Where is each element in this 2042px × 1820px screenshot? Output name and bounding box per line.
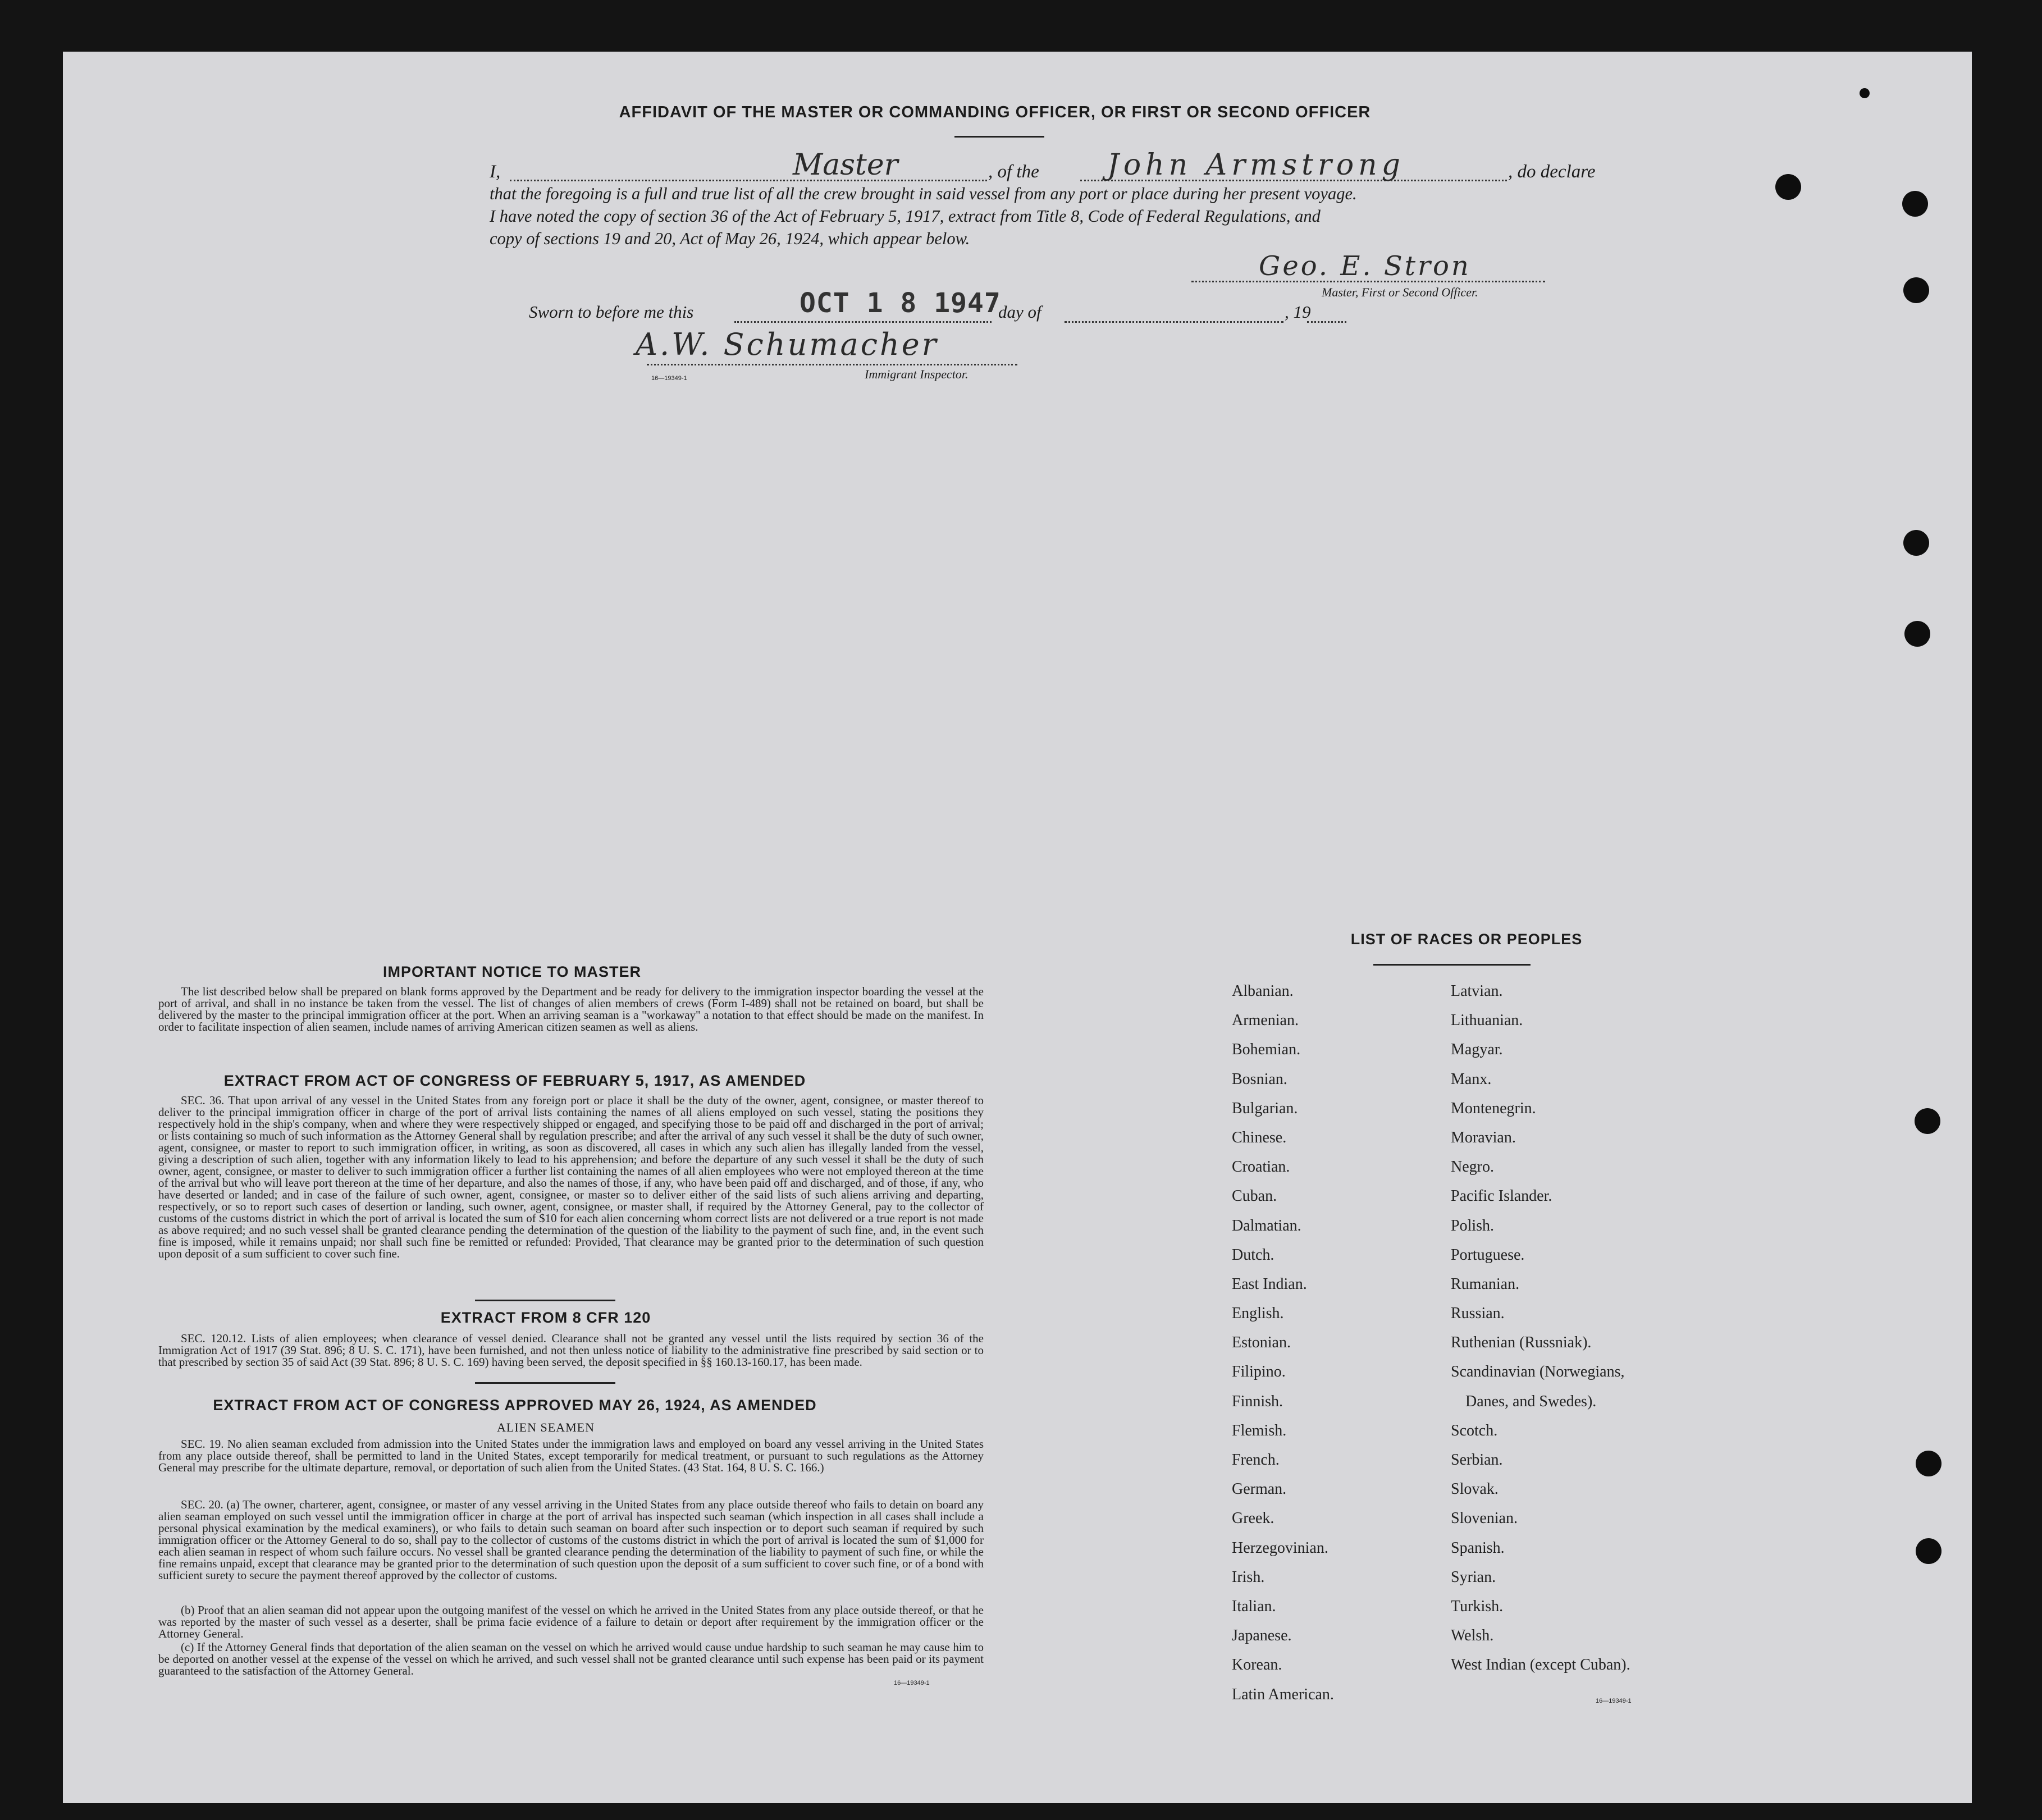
race-item: Spanish. <box>1451 1539 1505 1557</box>
race-item: Latin American. <box>1232 1685 1334 1703</box>
race-item: Scandinavian (Norwegians, <box>1451 1363 1625 1381</box>
handwritten-vessel-name: John Armstrong <box>1107 148 1405 182</box>
extract-1924-sec20a: SEC. 20. (a) The owner, charterer, agent, consignee, or master of any vessel arriving in the United States from any place outside thereof who fails to detain on board any alien seaman employed on such vessel until the immigration officer in charge at the port of arrival has inspected such seaman (which inspection in all cases shall include a personal physical examination by the medical examiners), or who fails to detain such seaman on board after such inspection or to deport such seaman if required by such immigration officer or the Attorney General to do so, shall pay to the collector of customs of the customs district in which the port of arrival is located the sum of $1,000 for each alien seaman in respect of whom such failure occurs. No vessel shall be granted clearance pending the determination of the liability to payment of such fine, or while the fine remains unpaid, except that clearance may be granted prior to the determination of such question upon the deposit of a sum sufficient to cover such fine, or of a bond with sufficient surety to secure the payment thereof approved by the collector of customs. <box>158 1498 984 1582</box>
inspector-signature-line <box>647 364 1017 365</box>
day-of-label: day of <box>998 302 1041 322</box>
race-item: Dutch. <box>1232 1246 1274 1264</box>
race-item: East Indian. <box>1232 1275 1307 1293</box>
race-item: French. <box>1232 1451 1280 1469</box>
inspector-signature: A.W. Schumacher <box>636 327 939 362</box>
title-divider <box>954 136 1044 138</box>
race-item: Flemish. <box>1232 1421 1287 1439</box>
extract-8cfr-title: EXTRACT FROM 8 CFR 120 <box>440 1309 651 1326</box>
extract-1924-sec20c: (c) If the Attorney General finds that deportation of the alien seaman on the vessel on which he arrived would cause undue hardship to such seaman he may cause him to be deported on another vessel at the expense of the vessel on which he arrived, and such vessel shall not be granted clearance until such expense has been paid or its payment guaranteed to the satisfaction of the Attorney General. <box>158 1640 984 1677</box>
race-item: Cuban. <box>1232 1187 1277 1205</box>
handwritten-rank: Master <box>793 148 898 182</box>
race-item: Albanian. <box>1232 982 1294 1000</box>
race-item: Portuguese. <box>1451 1246 1525 1264</box>
binder-hole <box>1775 174 1801 200</box>
binder-hole <box>1860 88 1870 98</box>
document-page <box>63 52 1972 1803</box>
race-item: Bohemian. <box>1232 1041 1301 1059</box>
race-item: Negro. <box>1451 1158 1494 1176</box>
month-line <box>1065 321 1283 323</box>
affidavit-line-4: copy of sections 19 and 20, Act of May 26, 1924, which appear below. <box>490 229 970 248</box>
races-divider <box>1373 964 1531 966</box>
race-item: Danes, and Swedes). <box>1465 1392 1597 1410</box>
race-item: Welsh. <box>1451 1627 1494 1645</box>
race-item: Chinese. <box>1232 1128 1287 1146</box>
alien-seamen-subtitle: ALIEN SEAMEN <box>497 1420 595 1434</box>
affidavit-form-number: 16—19349-1 <box>651 375 687 382</box>
binder-hole <box>1903 530 1929 556</box>
race-item: Estonian. <box>1232 1334 1291 1352</box>
race-item: Korean. <box>1232 1656 1282 1674</box>
binder-hole <box>1915 1108 1940 1134</box>
affidavit-i-label: I, <box>490 162 501 182</box>
race-item: Armenian. <box>1232 1012 1299 1030</box>
year-line <box>1307 321 1346 323</box>
notice-text: The list described below shall be prepared on blank forms approved by the Department and be ready for delivery to the immigration inspector boarding the vessel at the port of arrival, and shall in no instance be taken from the vessel. The list of changes of alien members of crews (Form I-489) shall not be retained on board, but shall be delivered by the master to the principal immigration officer at the port. When an arriving seaman is a "workaway" a notation to that effect should be made on the manifest. In order to facilitate inspection of alien seamen, include names of arriving American citizen seamen as well as aliens. <box>158 985 984 1034</box>
affidavit-line-3: I have noted the copy of section 36 of the Act of February 5, 1917, extract from Title 8, Code of Federal Regulations, and <box>490 207 1321 226</box>
race-item: Slovenian. <box>1451 1510 1518 1528</box>
of-the-label: , of the <box>988 162 1039 182</box>
race-item: Herzegovinian. <box>1232 1539 1328 1557</box>
race-item: Syrian. <box>1451 1568 1496 1586</box>
sworn-label: Sworn to before me this <box>529 302 694 322</box>
race-item: Dalmatian. <box>1232 1217 1301 1234</box>
divider-1917 <box>475 1300 615 1301</box>
race-item: Italian. <box>1232 1597 1276 1615</box>
race-item: Rumanian. <box>1451 1275 1520 1293</box>
extract-1924-title: EXTRACT FROM ACT OF CONGRESS APPROVED MAY 26, 1924, AS AMENDED <box>213 1397 817 1414</box>
master-signature: Geo. E. Stron <box>1259 250 1471 282</box>
binder-hole <box>1916 1538 1942 1564</box>
binder-hole <box>1916 1451 1942 1476</box>
race-item: Slovak. <box>1451 1480 1499 1498</box>
binder-hole <box>1902 191 1928 217</box>
extract-8cfr-text: SEC. 120.12. Lists of alien employees; when clearance of vessel denied. Clearance shall not be granted any vessel until the lists required by section 36 of the Immigration Act of 1917 (39 Stat. 896; 8 U. S. C. 171), have been furnished, and not then unless notice of liability to the administrative fine prescribed by said section or to that prescribed by section 35 of said Act (39 Stat. 896; 8 U. S. C. 169) having been served, the deposit specified in §§ 160.13-160.17, has been made. <box>158 1332 984 1369</box>
race-item: Greek. <box>1232 1510 1274 1528</box>
race-item: Ruthenian (Russniak). <box>1451 1334 1592 1352</box>
year-label: , 19 <box>1285 302 1311 322</box>
sworn-date-line <box>734 321 992 323</box>
race-item: Serbian. <box>1451 1451 1503 1469</box>
race-item: Russian. <box>1451 1305 1505 1323</box>
date-stamp: OCT 1 8 1947 <box>800 287 1001 319</box>
race-item: English. <box>1232 1305 1284 1323</box>
extract-1917-title: EXTRACT FROM ACT OF CONGRESS OF FEBRUARY 5, 1917, AS AMENDED <box>223 1072 806 1089</box>
rank-line <box>510 180 987 181</box>
extract-form-number: 16—19349-1 <box>894 1680 930 1686</box>
affidavit-line-2: that the foregoing is a full and true list of all the crew brought in said vessel from any port or place during her present voyage. <box>490 184 1357 203</box>
race-item: Croatian. <box>1232 1158 1290 1176</box>
race-item: Scotch. <box>1451 1421 1498 1439</box>
race-item: Manx. <box>1451 1070 1492 1088</box>
races-column-2 <box>1451 977 1630 1680</box>
races-title: LIST OF RACES OR PEOPLES <box>1350 931 1583 948</box>
race-item: Bosnian. <box>1232 1070 1287 1088</box>
inspector-caption: Immigrant Inspector. <box>865 367 969 381</box>
extract-1924-sec20b: (b) Proof that an alien seaman did not appear upon the outgoing manifest of the vessel on which he arrived in the United States from any place outside thereof, or that he was reported by the master of such vessel as a deserter, shall be prima facie evidence of a failure to detain or deport after requirement by the immigration officer or the Attorney General. <box>158 1603 984 1640</box>
master-caption: Master, First or Second Officer. <box>1322 285 1478 299</box>
do-declare-label: , do declare <box>1508 162 1596 182</box>
races-form-number: 16—19349-1 <box>1596 1698 1632 1704</box>
binder-hole <box>1904 621 1930 647</box>
race-item: Finnish. <box>1232 1392 1283 1410</box>
race-item: Latvian. <box>1451 982 1503 1000</box>
race-item: Irish. <box>1232 1568 1265 1586</box>
race-item: West Indian (except Cuban). <box>1451 1656 1630 1674</box>
race-item: German. <box>1232 1480 1287 1498</box>
race-item: Montenegrin. <box>1451 1099 1536 1117</box>
extract-1924-sec19: SEC. 19. No alien seaman excluded from admission into the United States under the immigration laws and employed on board any vessel arriving in the United States from any place outside thereof, shall be permitted to land in the United States, except temporarily for medical treatment, or pursuant to such regulations as the Attorney General may prescribe for the ultimate departure, removal, or deportation of such alien from the United States. (43 Stat. 164, 8 U. S. C. 166.) <box>158 1437 984 1474</box>
binder-hole <box>1903 277 1929 303</box>
race-item: Lithuanian. <box>1451 1012 1523 1030</box>
race-item: Turkish. <box>1451 1597 1504 1615</box>
affidavit-title: AFFIDAVIT OF THE MASTER OR COMMANDING OFFICER, OR FIRST OR SECOND OFFICER <box>619 103 1371 121</box>
race-item: Moravian. <box>1451 1128 1516 1146</box>
race-item: Magyar. <box>1451 1041 1503 1059</box>
races-column-1 <box>1232 977 1334 1709</box>
race-item: Filipino. <box>1232 1363 1286 1381</box>
race-item: Polish. <box>1451 1217 1495 1234</box>
race-item: Bulgarian. <box>1232 1099 1298 1117</box>
divider-8cfr <box>475 1382 615 1384</box>
race-item: Pacific Islander. <box>1451 1187 1552 1205</box>
notice-title: IMPORTANT NOTICE TO MASTER <box>383 963 641 980</box>
race-item: Japanese. <box>1232 1627 1292 1645</box>
extract-1917-text: SEC. 36. That upon arrival of any vessel in the United States from any foreign port or place it shall be the duty of the owner, agent, consignee, or master thereof to deliver to the principal immigration officer in charge of the port of arrival lists containing the names of all aliens employed on such vessel, stating the positions they respectively hold in the ship's company, when and where they were respectively shipped or engaged, and specifying those to be paid off and discharged in the port of arrival; or lists containing so much of such information as the Attorney General shall by regulation prescribe; and after the arrival of any such vessel it shall be the duty of such owner, agent, consignee, or master to report to such immigration officer, in writing, as soon as discovered, all cases in which any such alien has illegally landed from the vessel, giving a description of such alien, together with any information likely to lead to his apprehension; and before the departure of any such vessel it shall be the duty of such owner, agent, consignee, or master to deliver to such immigration officer a further list containing the names of all alien employees who were not employed thereon at the time of the arrival but who will leave port thereon at the time of her departure, and also the names of those, if any, who have been paid off and discharged, and of those, if any, who have deserted or landed; and in case of the failure of such owner, agent, consignee, or master so to deliver either of the said lists of such aliens arriving and departing, respectively, or so to report such cases of desertion or landing, such owner, agent, consignee, or master shall, if required by the Attorney General, pay to the collector of customs of the customs district in which the port of arrival is located the sum of $10 for each alien concerning whom correct lists are not delivered or a true report is not made as above required; and no such vessel shall be granted clearance pending the determination of the question of the liability to the payment of such fine, and, in the event such fine is imposed, while it remains unpaid; nor shall such fine be remitted or refunded: Provided, That clearance may be granted prior to the determination of such question upon deposit of a sum sufficient to cover such fine. <box>158 1094 984 1260</box>
